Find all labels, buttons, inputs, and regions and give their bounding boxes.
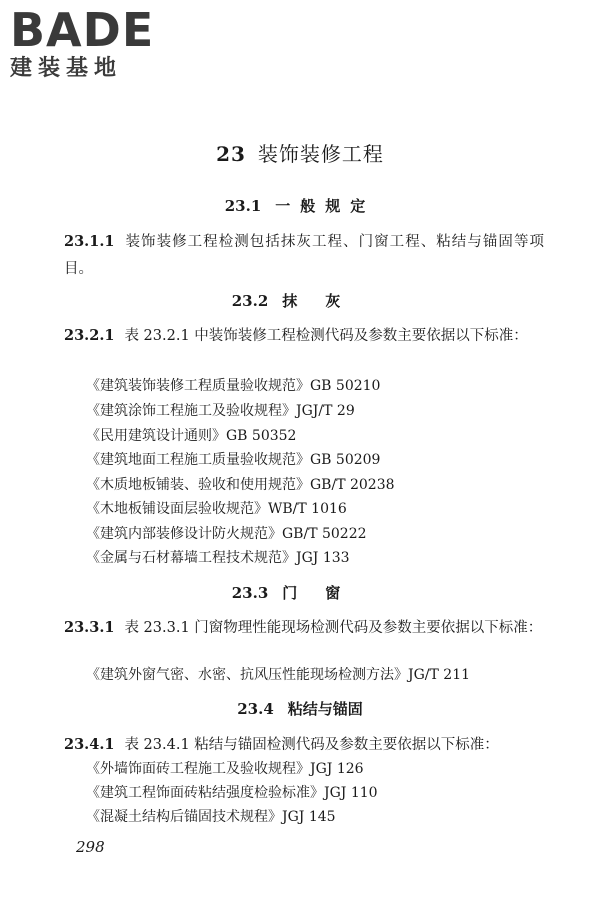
standard-item: 《木地板铺设面层验收规范》WB/T 1016 bbox=[86, 501, 347, 517]
section-heading-23-3 bbox=[0, 582, 600, 603]
logo-subtitle: 建装基地 bbox=[10, 56, 123, 81]
section-heading-23-4 bbox=[0, 698, 600, 719]
standard-item: 《建筑外窗气密、水密、抗风压性能现场检测方法》JG/T 211 bbox=[86, 667, 471, 683]
standard-item: 《建筑涂饰工程施工及验收规程》JGJ/T 29 bbox=[86, 403, 355, 419]
section-number: 23.4 bbox=[237, 700, 274, 718]
section-heading-23-2 bbox=[0, 290, 600, 311]
clause-number: 23.2.1 bbox=[64, 327, 115, 344]
clause-text: 装饰装修工程检测包括抹灰工程、门窗工程、粘结与锚固等项目。 bbox=[64, 234, 544, 277]
standard-item: 《建筑装饰装修工程质量验收规范》GB 50210 bbox=[86, 378, 381, 394]
clause-23-4-1 bbox=[64, 731, 544, 759]
clause-23-2-1 bbox=[64, 322, 544, 350]
chapter-title: 装饰装修工程 bbox=[257, 142, 384, 166]
section-heading-23-1 bbox=[0, 195, 600, 216]
clause-text: 表 23.2.1 中装饰装修工程检测代码及参数主要依据以下标准： bbox=[124, 328, 528, 344]
standard-item: 《建筑内部装修设计防火规范》GB/T 50222 bbox=[86, 526, 367, 542]
section-title: 一般规定 bbox=[275, 197, 376, 215]
clause-number: 23.3.1 bbox=[64, 619, 115, 636]
chapter-number: 23 bbox=[216, 142, 246, 166]
standard-item: 《建筑工程饰面砖粘结强度检验标准》JGJ 110 bbox=[86, 785, 378, 801]
standard-item: 《混凝土结构后锚固技术规程》JGJ 145 bbox=[86, 809, 336, 825]
section-number: 23.2 bbox=[231, 292, 269, 310]
section-title: 抹灰 bbox=[282, 292, 369, 310]
brand-logo bbox=[10, 3, 180, 84]
standard-item: 《外墙饰面砖工程施工及验收规程》JGJ 126 bbox=[86, 761, 364, 777]
clause-number: 23.1.1 bbox=[64, 233, 115, 250]
standard-item: 《建筑地面工程施工质量验收规范》GB 50209 bbox=[86, 452, 381, 468]
standard-item: 《金属与石材幕墙工程技术规范》JGJ 133 bbox=[86, 550, 350, 566]
standard-item: 《木质地板铺装、验收和使用规范》GB/T 20238 bbox=[86, 477, 395, 493]
standard-item: 《民用建筑设计通则》GB 50352 bbox=[86, 428, 297, 444]
section-number: 23.3 bbox=[231, 584, 269, 602]
section-number: 23.1 bbox=[224, 197, 262, 215]
section-title: 粘结与锚固 bbox=[287, 700, 363, 718]
clause-23-1-1 bbox=[64, 228, 544, 283]
clause-text: 表 23.4.1 粘结与锚固检测代码及参数主要依据以下标准： bbox=[124, 737, 499, 753]
section-title: 门窗 bbox=[282, 584, 369, 602]
chapter-heading bbox=[0, 138, 600, 167]
page-number: 298 bbox=[76, 838, 105, 856]
clause-text: 表 23.3.1 门窗物理性能现场检测代码及参数主要依据以下标准： bbox=[124, 620, 543, 636]
clause-23-3-1 bbox=[64, 614, 544, 642]
logo-wordmark: BADE bbox=[10, 3, 155, 57]
clause-number: 23.4.1 bbox=[64, 736, 115, 753]
